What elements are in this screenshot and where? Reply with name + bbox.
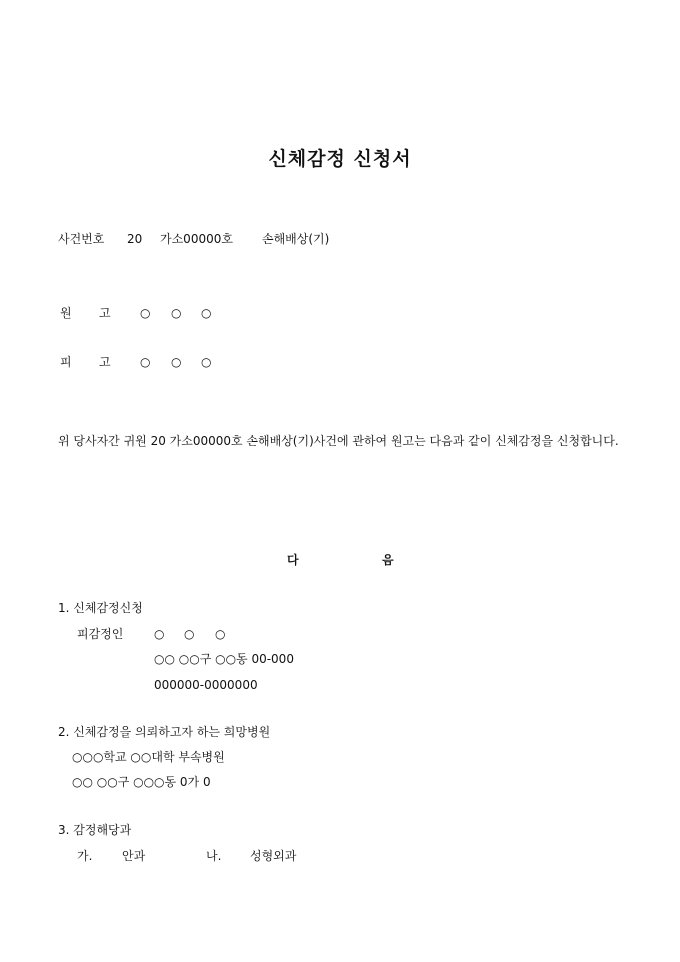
document-title: 신체감정 신청서 [268, 148, 412, 170]
heading-left: 다 [287, 553, 299, 567]
case-name: 손해배상(기) [262, 232, 330, 246]
section1-person-name-char: ○ [184, 627, 195, 641]
section2-title: 2. 신체감정을 의뢰하고자 하는 희망병원 [58, 725, 271, 739]
section3-item-name: 성형외과 [250, 849, 297, 863]
section3-title: 3. 감정해당과 [58, 823, 132, 837]
case-number: 가소00000호 [160, 232, 233, 246]
section1-person-name-char: ○ [154, 627, 165, 641]
section1-address: ○○ ○○구 ○○동 00-000 [154, 652, 294, 666]
plaintiff-name-char: ○ [201, 306, 212, 320]
plaintiff-label-2: 고 [99, 306, 111, 320]
defendant-label-1: 피 [60, 355, 72, 369]
plaintiff-label-1: 원 [60, 306, 72, 320]
body-paragraph: 위 당사자간 귀원 20 가소00000호 손해배상(기)사건에 관하여 원고는 다음과 같이 신체감정을 신청합니다. [58, 434, 619, 448]
section3-item-mark: 나. [206, 849, 222, 863]
heading-right: 음 [382, 553, 394, 567]
section1-person-label: 피감정인 [77, 627, 124, 641]
defendant-name-char: ○ [201, 355, 212, 369]
defendant-label-2: 고 [99, 355, 111, 369]
section1-id-number: 000000-0000000 [154, 678, 258, 692]
case-number-label: 사건번호 [58, 232, 105, 246]
section1-person-name-char: ○ [215, 627, 226, 641]
section2-hospital: ○○○학교 ○○대학 부속병원 [72, 750, 225, 764]
defendant-name-char: ○ [140, 355, 151, 369]
plaintiff-name-char: ○ [171, 306, 182, 320]
plaintiff-name-char: ○ [140, 306, 151, 320]
section3-item-name: 안과 [122, 849, 146, 863]
section3-item-mark: 가. [77, 849, 93, 863]
defendant-name-char: ○ [171, 355, 182, 369]
case-year: 20 [127, 232, 143, 246]
section2-address: ○○ ○○구 ○○○동 0가 0 [72, 775, 211, 789]
section1-title: 1. 신체감정신청 [58, 601, 143, 615]
